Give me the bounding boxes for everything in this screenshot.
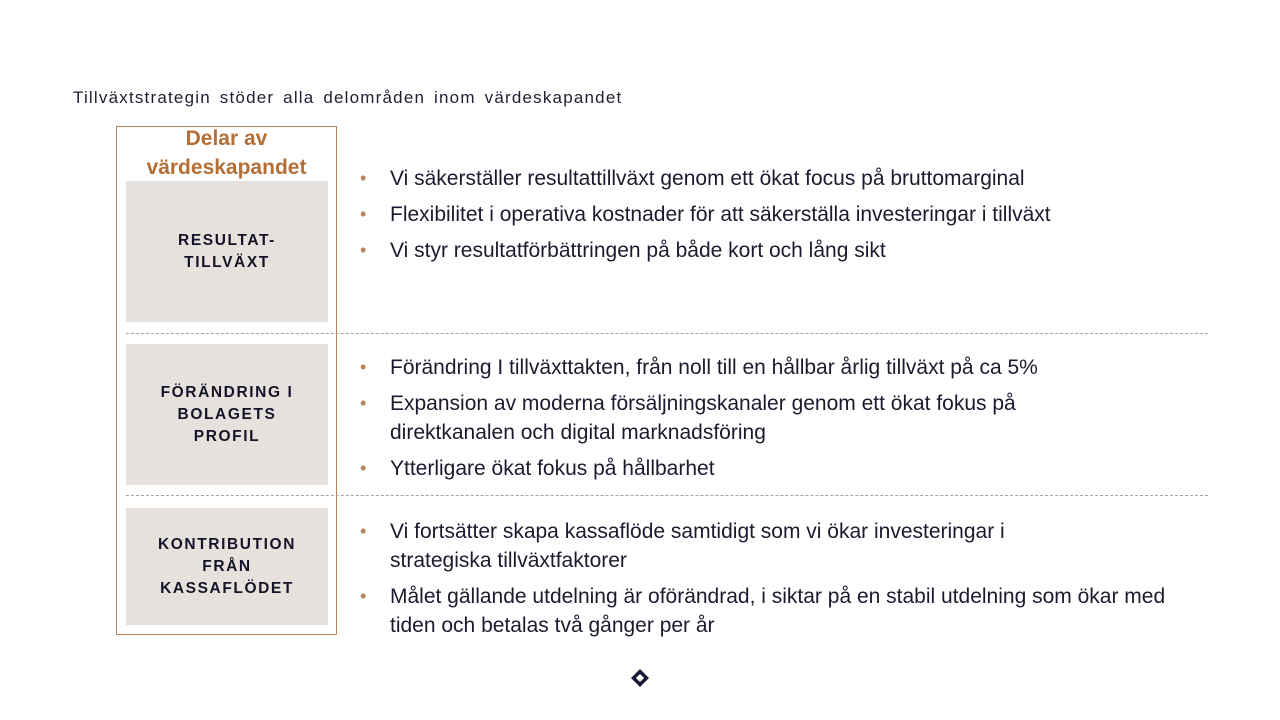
- bullet-text: Flexibilitet i operativa kostnader för att säkerställa investeringar i tillväxt: [390, 203, 1051, 226]
- bullet-text: Expansion av moderna försäljningskanaler genom ett ökat fokus på direktkanalen och digital marknadsföring: [390, 392, 1016, 444]
- bullet-item: [360, 454, 1190, 483]
- bullet-item: [360, 200, 1190, 229]
- bullet-list-kontribution: [360, 517, 1190, 647]
- bullet-item: [360, 236, 1190, 265]
- bullet-dot: •: [360, 586, 367, 606]
- bullet-dot: •: [360, 204, 367, 224]
- diamond-logo-icon: [630, 668, 650, 688]
- bullet-dot: •: [360, 240, 367, 260]
- bullet-dot: •: [360, 393, 367, 413]
- bullet-text: Vi fortsätter skapa kassaflöde samtidigt som vi ökar investeringar i strategiska tillväxtfaktorer: [390, 520, 1005, 572]
- bullet-item: [360, 582, 1170, 640]
- panel-heading: Delar av värdeskapandet: [146, 127, 307, 179]
- bullet-text: Vi säkerställer resultattillväxt genom ett ökat focus på bruttomarginal: [390, 167, 1025, 190]
- bullet-text: Vi styr resultatförbättringen på både kort och lång sikt: [390, 239, 886, 262]
- section-divider: [126, 333, 1208, 334]
- bullet-list-forandring: [360, 353, 1190, 490]
- bullet-dot: •: [360, 357, 367, 377]
- bullet-text: Förändring I tillväxttakten, från noll till en hållbar årlig tillväxt på ca 5%: [390, 356, 1038, 379]
- section-box-forandring: FÖRÄNDRING I BOLAGETS PROFIL: [126, 344, 328, 485]
- section-divider: [126, 495, 1208, 496]
- bullet-item: [360, 164, 1190, 193]
- slide-title: Tillväxtstrategin stöder alla delområden inom värdeskapandet: [73, 88, 623, 107]
- bullet-dot: •: [360, 521, 367, 541]
- bullet-list-resultattillvaxt: [360, 164, 1190, 272]
- bullet-item: [360, 353, 1190, 382]
- bullet-item: [360, 517, 1100, 575]
- section-box-kontribution: KONTRIBUTION FRÅN KASSAFLÖDET: [126, 508, 328, 625]
- bullet-dot: •: [360, 168, 367, 188]
- bullet-item: [360, 389, 1110, 447]
- section-box-resultattillvaxt: RESULTAT- TILLVÄXT: [126, 181, 328, 322]
- bullet-text: Målet gällande utdelning är oförändrad, i siktar på en stabil utdelning som ökar med tiden och betalas två gånger per år: [390, 585, 1166, 637]
- bullet-text: Ytterligare ökat fokus på hållbarhet: [390, 457, 715, 480]
- bullet-dot: •: [360, 458, 367, 478]
